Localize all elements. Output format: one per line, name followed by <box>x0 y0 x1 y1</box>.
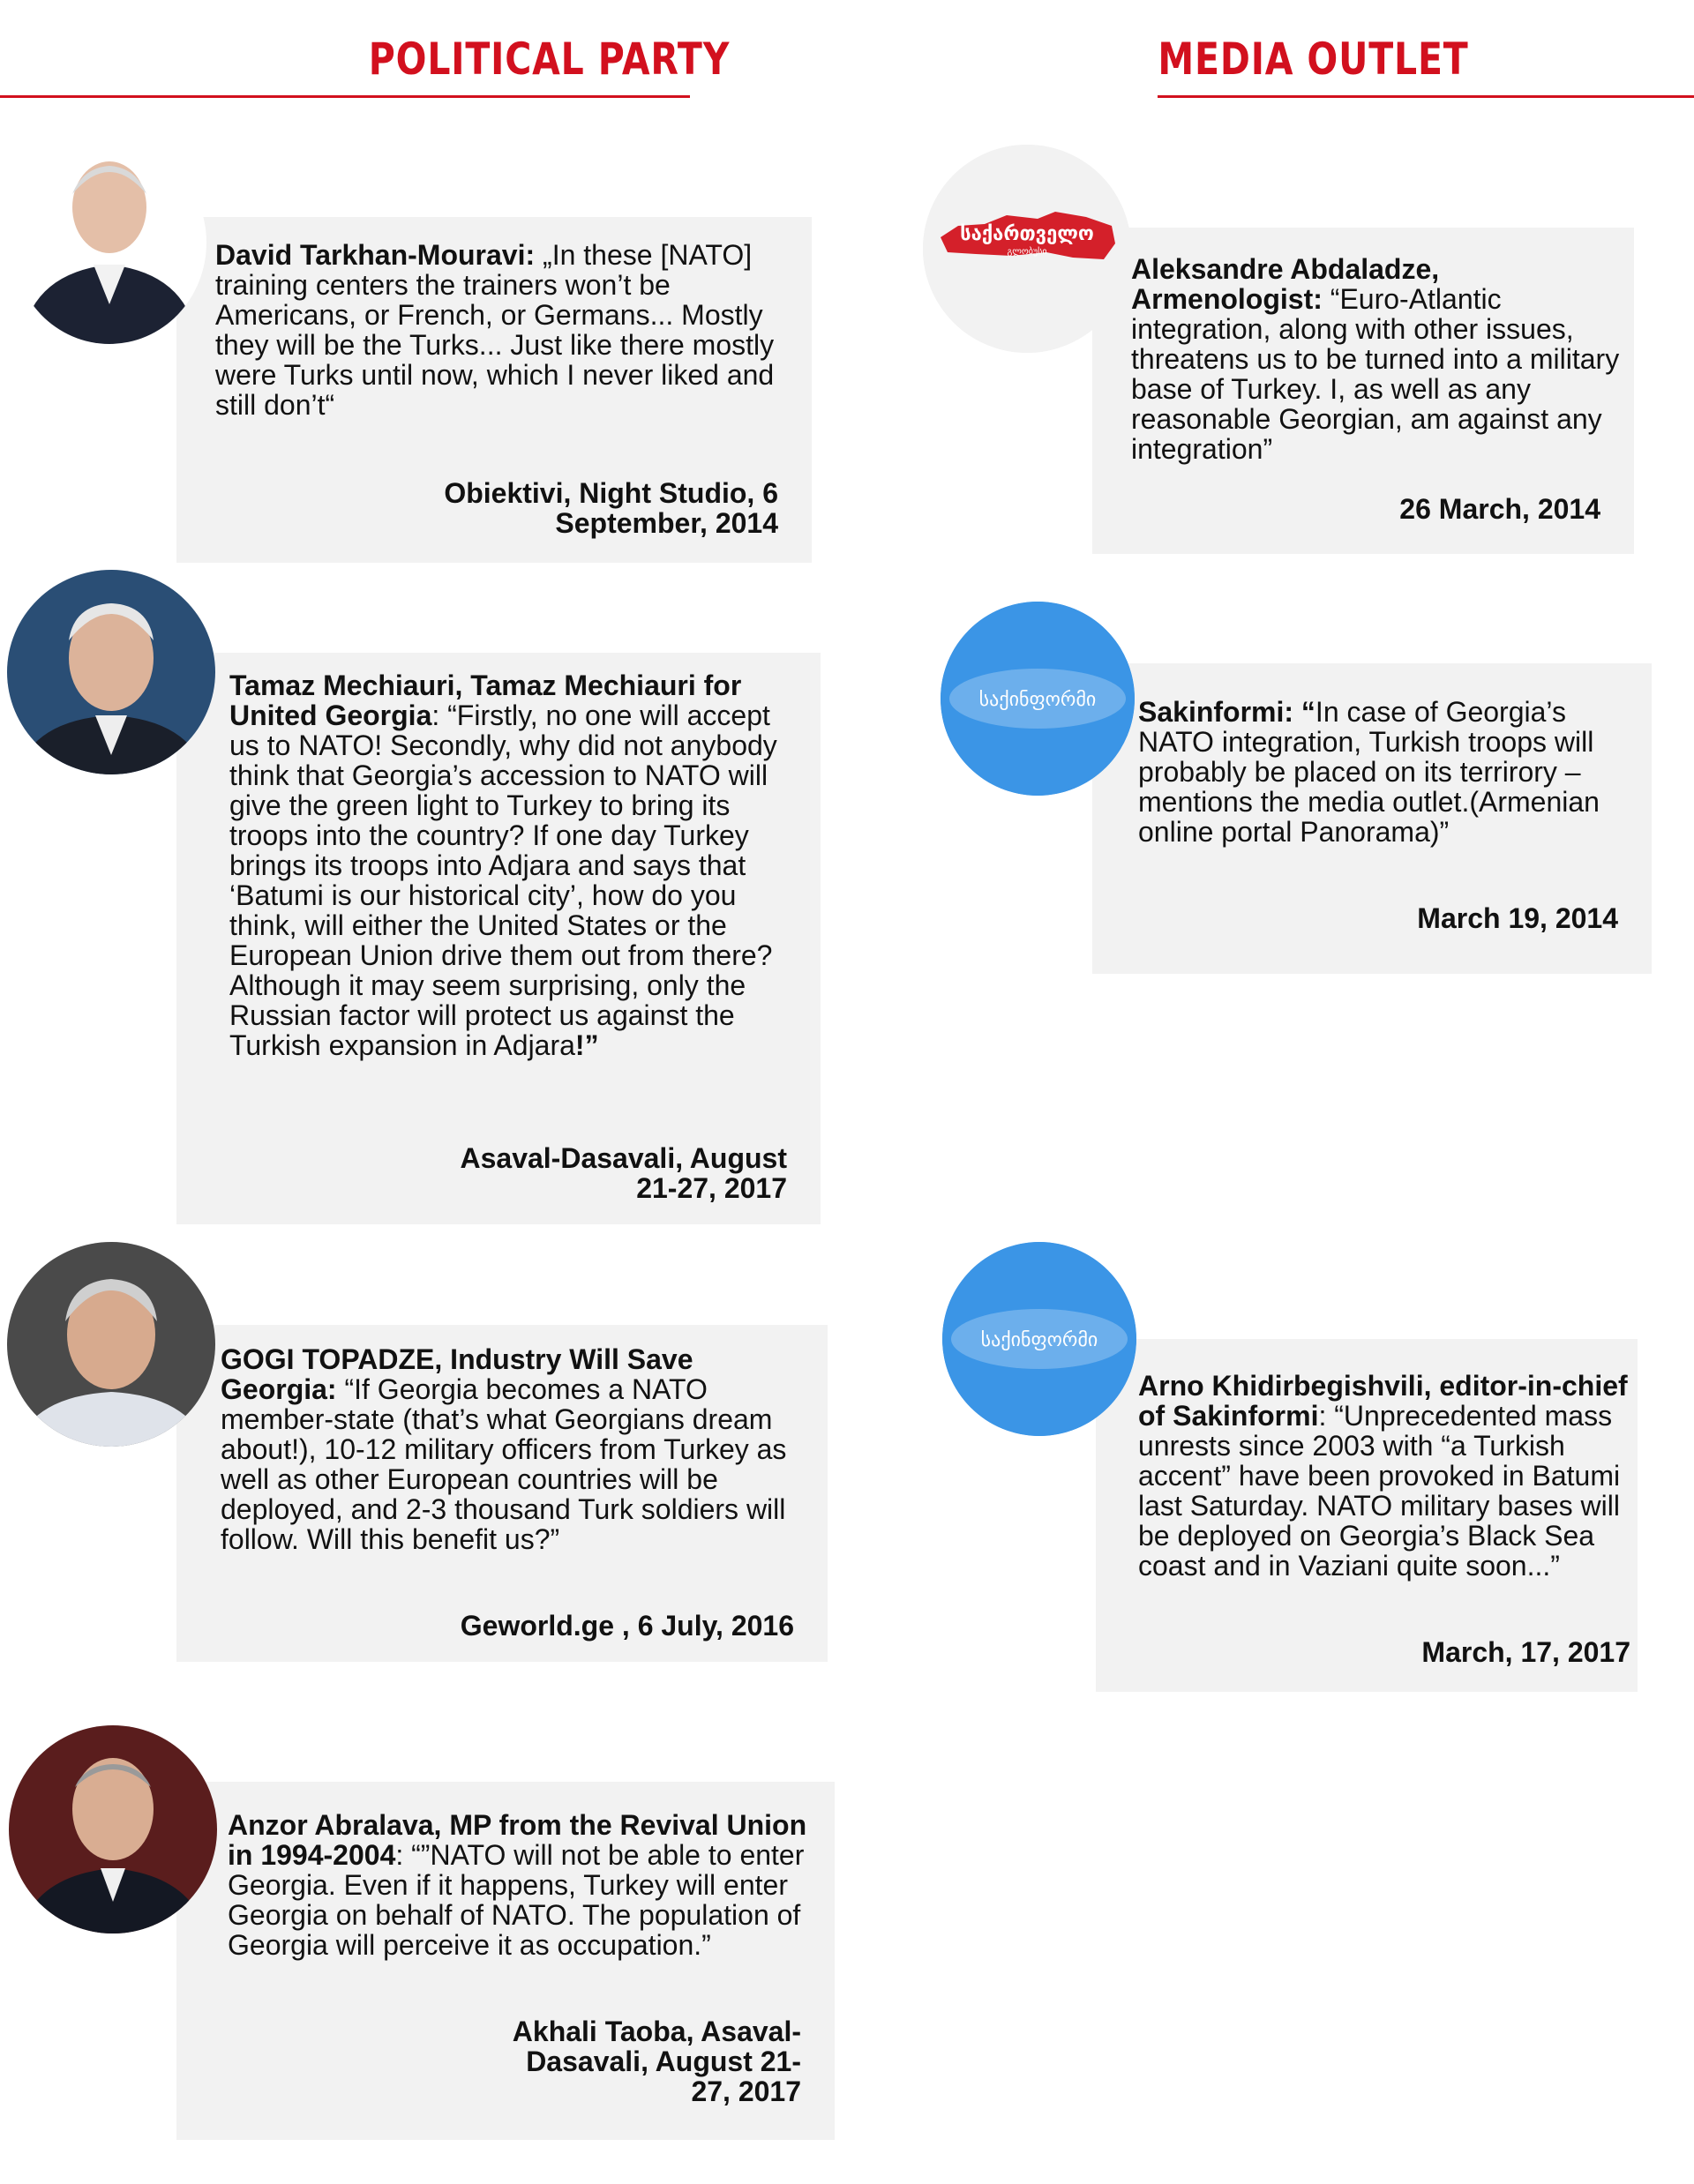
quote-source: March 19, 2014 <box>1417 902 1618 934</box>
quote-text <box>228 1810 822 1960</box>
quote-text <box>1131 254 1634 464</box>
person-photo-icon <box>9 1725 217 1933</box>
quote-body: “Euro-Atlantic integration, along with other issues, threatens us to be turned into a military base of Turkey. I, as well as any reasonable Georgian, am against any integration” <box>1131 283 1620 465</box>
political-party-header-underline <box>0 95 690 98</box>
outlet-logo-sakinformi-2 <box>942 1242 1136 1436</box>
speaker-name: David Tarkhan-Mouravi: <box>215 239 536 271</box>
quote-card-abralava <box>176 1782 835 2140</box>
quote-card-mechiauri <box>176 653 821 1224</box>
quote-card-topadze <box>176 1325 828 1662</box>
avatar-topadze <box>7 1242 215 1447</box>
political-party-header: POLITICAL PARTY <box>368 34 731 85</box>
speaker-name: Tamaz Mechiauri, Tamaz Mechiauri for United Georgia <box>229 669 742 731</box>
media-outlet-header-underline <box>1158 95 1694 98</box>
outlet-logo-sakinformi <box>941 602 1135 796</box>
speaker-name: Anzor Abralava, MP from the Revival Union in 1994-2004 <box>228 1809 807 1871</box>
media-outlet-header: MEDIA OUTLET <box>1158 34 1469 85</box>
avatar-abralava <box>9 1725 217 1933</box>
logo-text: საქინფორმი <box>980 1329 1098 1351</box>
quote-text <box>221 1344 812 1554</box>
quote-source: Geworld.ge , 6 July, 2016 <box>460 1610 794 1642</box>
quote-source: 26 March, 2014 <box>1399 493 1600 525</box>
logo-subtext: გლობუსი <box>1007 247 1047 257</box>
outlet-logo-georgia-globus <box>923 145 1131 353</box>
logo-text: საქინფორმი <box>978 689 1097 711</box>
quote-card-sakinformi <box>1092 663 1652 974</box>
quote-text <box>1138 697 1641 847</box>
speaker-name: Aleksandre Abdaladze, Armenologist: <box>1131 253 1440 315</box>
avatar-mechiauri <box>7 570 215 774</box>
person-photo-icon <box>7 1242 215 1447</box>
person-photo-icon <box>12 141 206 344</box>
speaker-name: Sakinformi: “ <box>1138 696 1315 728</box>
quote-card-tarkhan-mouravi <box>176 217 812 563</box>
speaker-name: GOGI TOPADZE, Industry Will Save Georgia: <box>221 1343 693 1405</box>
person-photo-icon <box>7 570 215 774</box>
sakinformi-logo-icon <box>941 602 1135 796</box>
georgia-map-logo-icon <box>923 145 1131 353</box>
sakinformi-logo-icon <box>942 1242 1136 1436</box>
quote-body: : “”NATO will not be able to enter Georgia. Even if it happens, Turkey will enter Georgia on behalf of NATO. The population of Georgia will perceive it as occupation.” <box>228 1839 805 1961</box>
quote-body: “If Georgia becomes a NATO member-state (that’s what Georgians dream about!), 10-12 military officers from Turkey as well as other European countries will be deployed, and 2-3 thousand Turk soldiers will follow. Will this benefit us?” <box>221 1373 787 1555</box>
quote-end: !” <box>574 1029 599 1061</box>
quote-source: March, 17, 2017 <box>1421 1636 1630 1668</box>
quote-source: Asaval-Dasavali, August 21-27, 2017 <box>460 1142 787 1204</box>
quote-body: „In these [NATO] training centers the trainers won’t be Americans, or French, or Germans... Mostly they will be the Turks... Just like there mostly were Turks until now, which I never liked and still don’t“ <box>215 239 775 421</box>
quote-body: : “Unprecedented mass unrests since 2003 with “a Turkish accent” have been provoked in Batumi last Saturday. NATO military bases will be deployed on Georgia’s Black Sea coast and in Vaziani quite soon...” <box>1138 1400 1621 1582</box>
logo-text: საქართველო <box>960 223 1094 245</box>
quote-text <box>1138 1371 1641 1581</box>
quote-text <box>229 670 803 1060</box>
quote-source: Akhali Taoba, Asaval-Dasavali, August 21-27, 2017 <box>512 2016 801 2107</box>
speaker-name: Arno Khidirbegishvili, editor-in-chief of Sakinformi <box>1138 1370 1628 1432</box>
quote-body: : “Firstly, no one will accept us to NATO! Secondly, why did not anybody think that Georgia’s accession to NATO will give the green light to Turkey to bring its troops into the country? If one day Turkey brings its troops into Adjara and says that ‘Batumi is our historical city’, how do you think, will either the United States or the European Union drive them out from there? Although it may seem surprising, only the Russian factor will protect us against the Turkish expansion in Adjara <box>229 699 777 1061</box>
quote-card-abdaladze <box>1092 228 1634 554</box>
quote-text <box>215 240 789 420</box>
quote-source: Obiektivi, Night Studio, 6 September, 2014 <box>444 477 778 539</box>
quote-card-khidirbegishvili <box>1096 1339 1638 1692</box>
avatar-tarkhan-mouravi <box>12 141 206 344</box>
quote-body: In case of Georgia’s NATO integration, Turkish troops will probably be placed on its terrirory – mentions the media outlet.(Armenian online portal Panorama)” <box>1138 696 1600 848</box>
